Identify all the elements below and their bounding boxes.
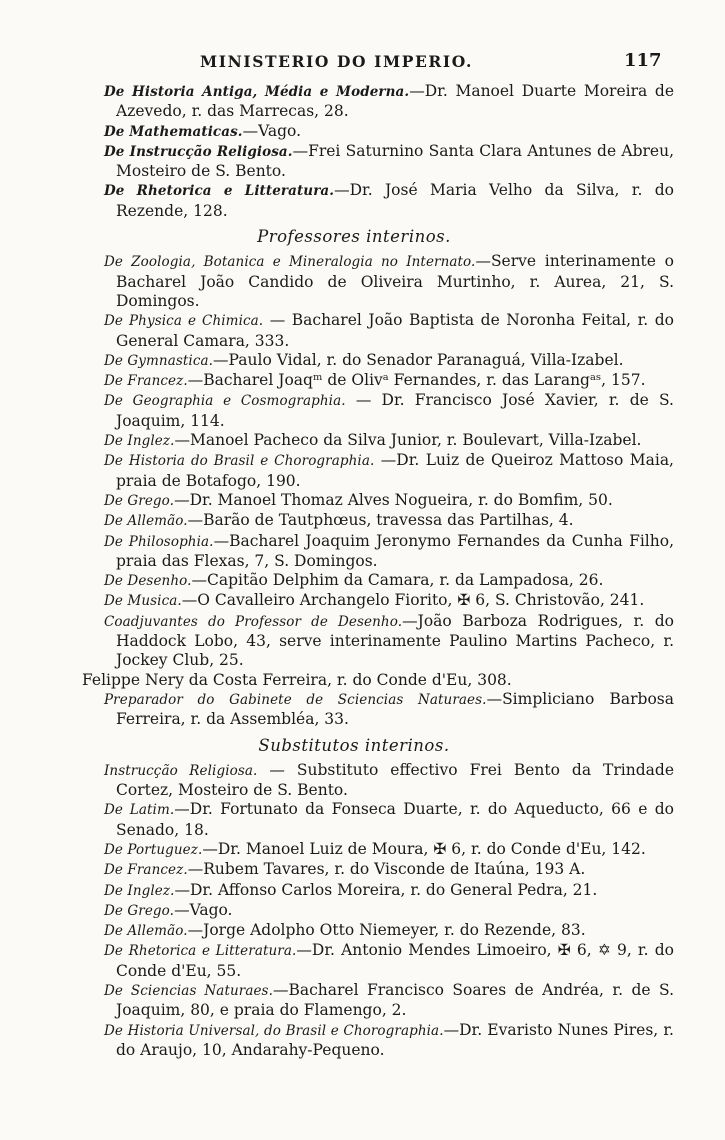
entry-heading: De Inglez. xyxy=(104,433,175,450)
list-item xyxy=(34,532,674,572)
entry-heading: De Francez. xyxy=(104,862,188,879)
list-item xyxy=(34,690,674,730)
entry-heading: De Rhetorica e Litteratura. xyxy=(104,943,297,960)
section-title-professores-interinos: Professores interinos. xyxy=(257,227,451,247)
entry-text: —Barão de Tautphœus, travessa das Partilhas, 4. xyxy=(187,511,574,530)
list-item xyxy=(34,431,674,451)
entry-text: — Bacharel João Baptista de Noronha Feital, r. do General Camara, 333. xyxy=(116,311,674,350)
entry-text: —Vago. xyxy=(174,900,233,919)
list-item xyxy=(34,1021,674,1061)
list-item xyxy=(34,571,674,591)
list-item xyxy=(34,451,674,491)
entry-text: —Capitão Delphim da Camara, r. da Lampadosa, 26. xyxy=(191,571,604,590)
entry-text: —Dr. Affonso Carlos Moreira, r. do General Pedra, 21. xyxy=(174,880,598,899)
entry-heading: De Historia do Brasil e Chorographia. xyxy=(104,453,375,470)
list-item xyxy=(34,311,674,351)
entry-heading: De Geographia e Cosmographia. xyxy=(104,393,346,410)
list-item xyxy=(34,351,674,371)
entry-text: —Paulo Vidal, r. do Senador Paranaguá, Villa-Izabel. xyxy=(213,350,624,369)
entry-heading: De Inglez. xyxy=(104,882,175,899)
entry-text: —Jorge Adolpho Otto Niemeyer, r. do Rezende, 83. xyxy=(187,921,586,940)
entry-text: —Manoel Pacheco da Silva Junior, r. Boulevart, Villa-Izabel. xyxy=(174,431,642,450)
list-item xyxy=(34,252,674,311)
list-item xyxy=(34,921,674,941)
entry-heading: De Rhetorica e Litteratura. xyxy=(104,183,335,200)
entry-heading: De Sciencias Naturaes. xyxy=(104,983,273,1000)
faculty-list xyxy=(34,82,674,221)
entry-heading: De Latim. xyxy=(104,802,175,819)
list-item xyxy=(34,591,674,611)
entry-heading: Instrucção Religiosa. xyxy=(104,762,258,779)
entry-heading: De Francez. xyxy=(104,373,188,390)
entry-text: —Dr. Fortunato da Fonseca Duarte, r. do Aqueducto, 66 e do Senado, 18. xyxy=(116,800,674,839)
list-item xyxy=(34,901,674,921)
list-item xyxy=(34,800,674,840)
list-item xyxy=(34,82,674,122)
entry-heading: De Zoologia, Botanica e Mineralogia no Internato. xyxy=(104,254,476,271)
list-item xyxy=(34,981,674,1021)
entry-text: —O Cavalleiro Archangelo Fiorito, ✠ 6, S. Christovão, 241. xyxy=(181,591,645,610)
entry-heading: De Desenho. xyxy=(104,573,192,590)
list-item xyxy=(34,881,674,901)
entry-heading: De Instrucção Religiosa. xyxy=(104,143,293,160)
list-item xyxy=(34,391,674,431)
page-body xyxy=(34,82,674,1060)
entry-heading: De Historia Antiga, Média e Moderna. xyxy=(104,84,410,100)
entry-heading: De Allemão. xyxy=(104,513,188,530)
entry-text: —Rubem Tavares, r. do Visconde de Itaúna, 193 A. xyxy=(187,860,586,879)
entry-heading: De Portuguez. xyxy=(104,841,203,858)
page-header xyxy=(0,50,725,74)
entry-heading: Coadjuvantes do Professor de Desenho. xyxy=(104,613,403,630)
entry-text: —Dr. Antonio Mendes Limoeiro, ✠ 6, ✡ 9, r. do Conde d'Eu, 55. xyxy=(116,941,674,980)
entry-text: —Bacharel Francisco Soares de Andréa, r. de S. Joaquim, 80, e praia do Flamengo, 2. xyxy=(116,981,675,1020)
entry-text: —Dr. Manoel Luiz de Moura, ✠ 6, r. do Conde d'Eu, 142. xyxy=(202,839,646,858)
list-item xyxy=(34,491,674,511)
interim-professors-list xyxy=(34,252,674,670)
entry-heading: De Historia Universal, do Brasil e Chorographia. xyxy=(104,1022,444,1039)
plain-entry: Felippe Nery da Costa Ferreira, r. do Conde d'Eu, 308. xyxy=(82,670,512,689)
running-head: MINISTERIO DO IMPERIO. xyxy=(200,52,473,71)
list-item xyxy=(34,761,674,801)
list-item xyxy=(34,122,674,142)
entry-text: —Dr. Manoel Thomaz Alves Nogueira, r. do Bomfim, 50. xyxy=(174,490,613,509)
list-item xyxy=(34,181,674,221)
list-item xyxy=(34,840,674,860)
entry-text: —João Barboza Rodrigues, r. do Haddock Lobo, 43, serve interinamente Paulino Martins Pacheco, r. Jockey Club, 25. xyxy=(116,611,674,670)
entry-heading: De Mathematicas. xyxy=(104,123,243,140)
list-item xyxy=(34,511,674,531)
section-title-substitutos-interinos: Substitutos interinos. xyxy=(258,735,450,755)
list-item xyxy=(34,371,674,391)
preparador-list xyxy=(34,690,674,730)
entry-heading: De Grego. xyxy=(104,902,175,919)
interim-substitutes-list xyxy=(34,761,674,1060)
entry-heading: De Physica e Chimica. xyxy=(104,313,264,330)
entry-heading: De Musica. xyxy=(104,593,182,610)
list-item xyxy=(34,142,674,182)
entry-text: —Vago. xyxy=(242,121,302,140)
entry-text: — Dr. Francisco José Xavier, r. de S. Joaquim, 114. xyxy=(116,391,674,430)
entry-text: — Substituto effectivo Frei Bento da Trindade Cortez, Mosteiro de S. Bento. xyxy=(116,760,674,800)
list-item xyxy=(34,612,674,671)
entry-heading: De Allemão. xyxy=(104,923,188,940)
entry-heading: De Gymnastica. xyxy=(104,352,214,369)
entry-heading: De Philosophia. xyxy=(104,533,214,550)
entry-heading: Preparador do Gabinete de Sciencias Naturaes. xyxy=(104,691,487,708)
entry-text: —Frei Saturnino Santa Clara Antunes de Abreu, Mosteiro de S. Bento. xyxy=(116,141,674,181)
entry-text: —Dr. José Maria Velho da Silva, r. do Rezende, 128. xyxy=(116,181,674,220)
list-item xyxy=(34,941,674,981)
entry-heading: De Grego. xyxy=(104,492,175,509)
entry-text: —Bacharel Joaqᵐ de Olivᵃ Fernandes, r. das Larangᵃˢ, 157. xyxy=(187,371,646,390)
entry-text: —Bacharel Joaquim Jeronymo Fernandes da Cunha Filho, praia das Flexas, 7, S. Domingos. xyxy=(116,531,674,570)
page-number: 117 xyxy=(624,50,662,71)
list-item xyxy=(34,860,674,880)
entry-text: —Dr. Manoel Duarte Moreira de Azevedo, r. das Marrecas, 28. xyxy=(116,82,675,121)
entry-text: —Serve interinamente o Bacharel João Candido de Oliveira Murtinho, r. Aurea, 21, S. Domingos. xyxy=(116,252,674,310)
entry-text: —Dr. Luiz de Queiroz Mattoso Maia, praia de Botafogo, 190. xyxy=(116,451,674,490)
entry-text: —Simpliciano Barbosa Ferreira, r. da Assembléa, 33. xyxy=(116,689,674,729)
entry-text: —Dr. Evaristo Nunes Pires, r. do Araujo, 10, Andarahy-Pequeno. xyxy=(116,1020,674,1059)
